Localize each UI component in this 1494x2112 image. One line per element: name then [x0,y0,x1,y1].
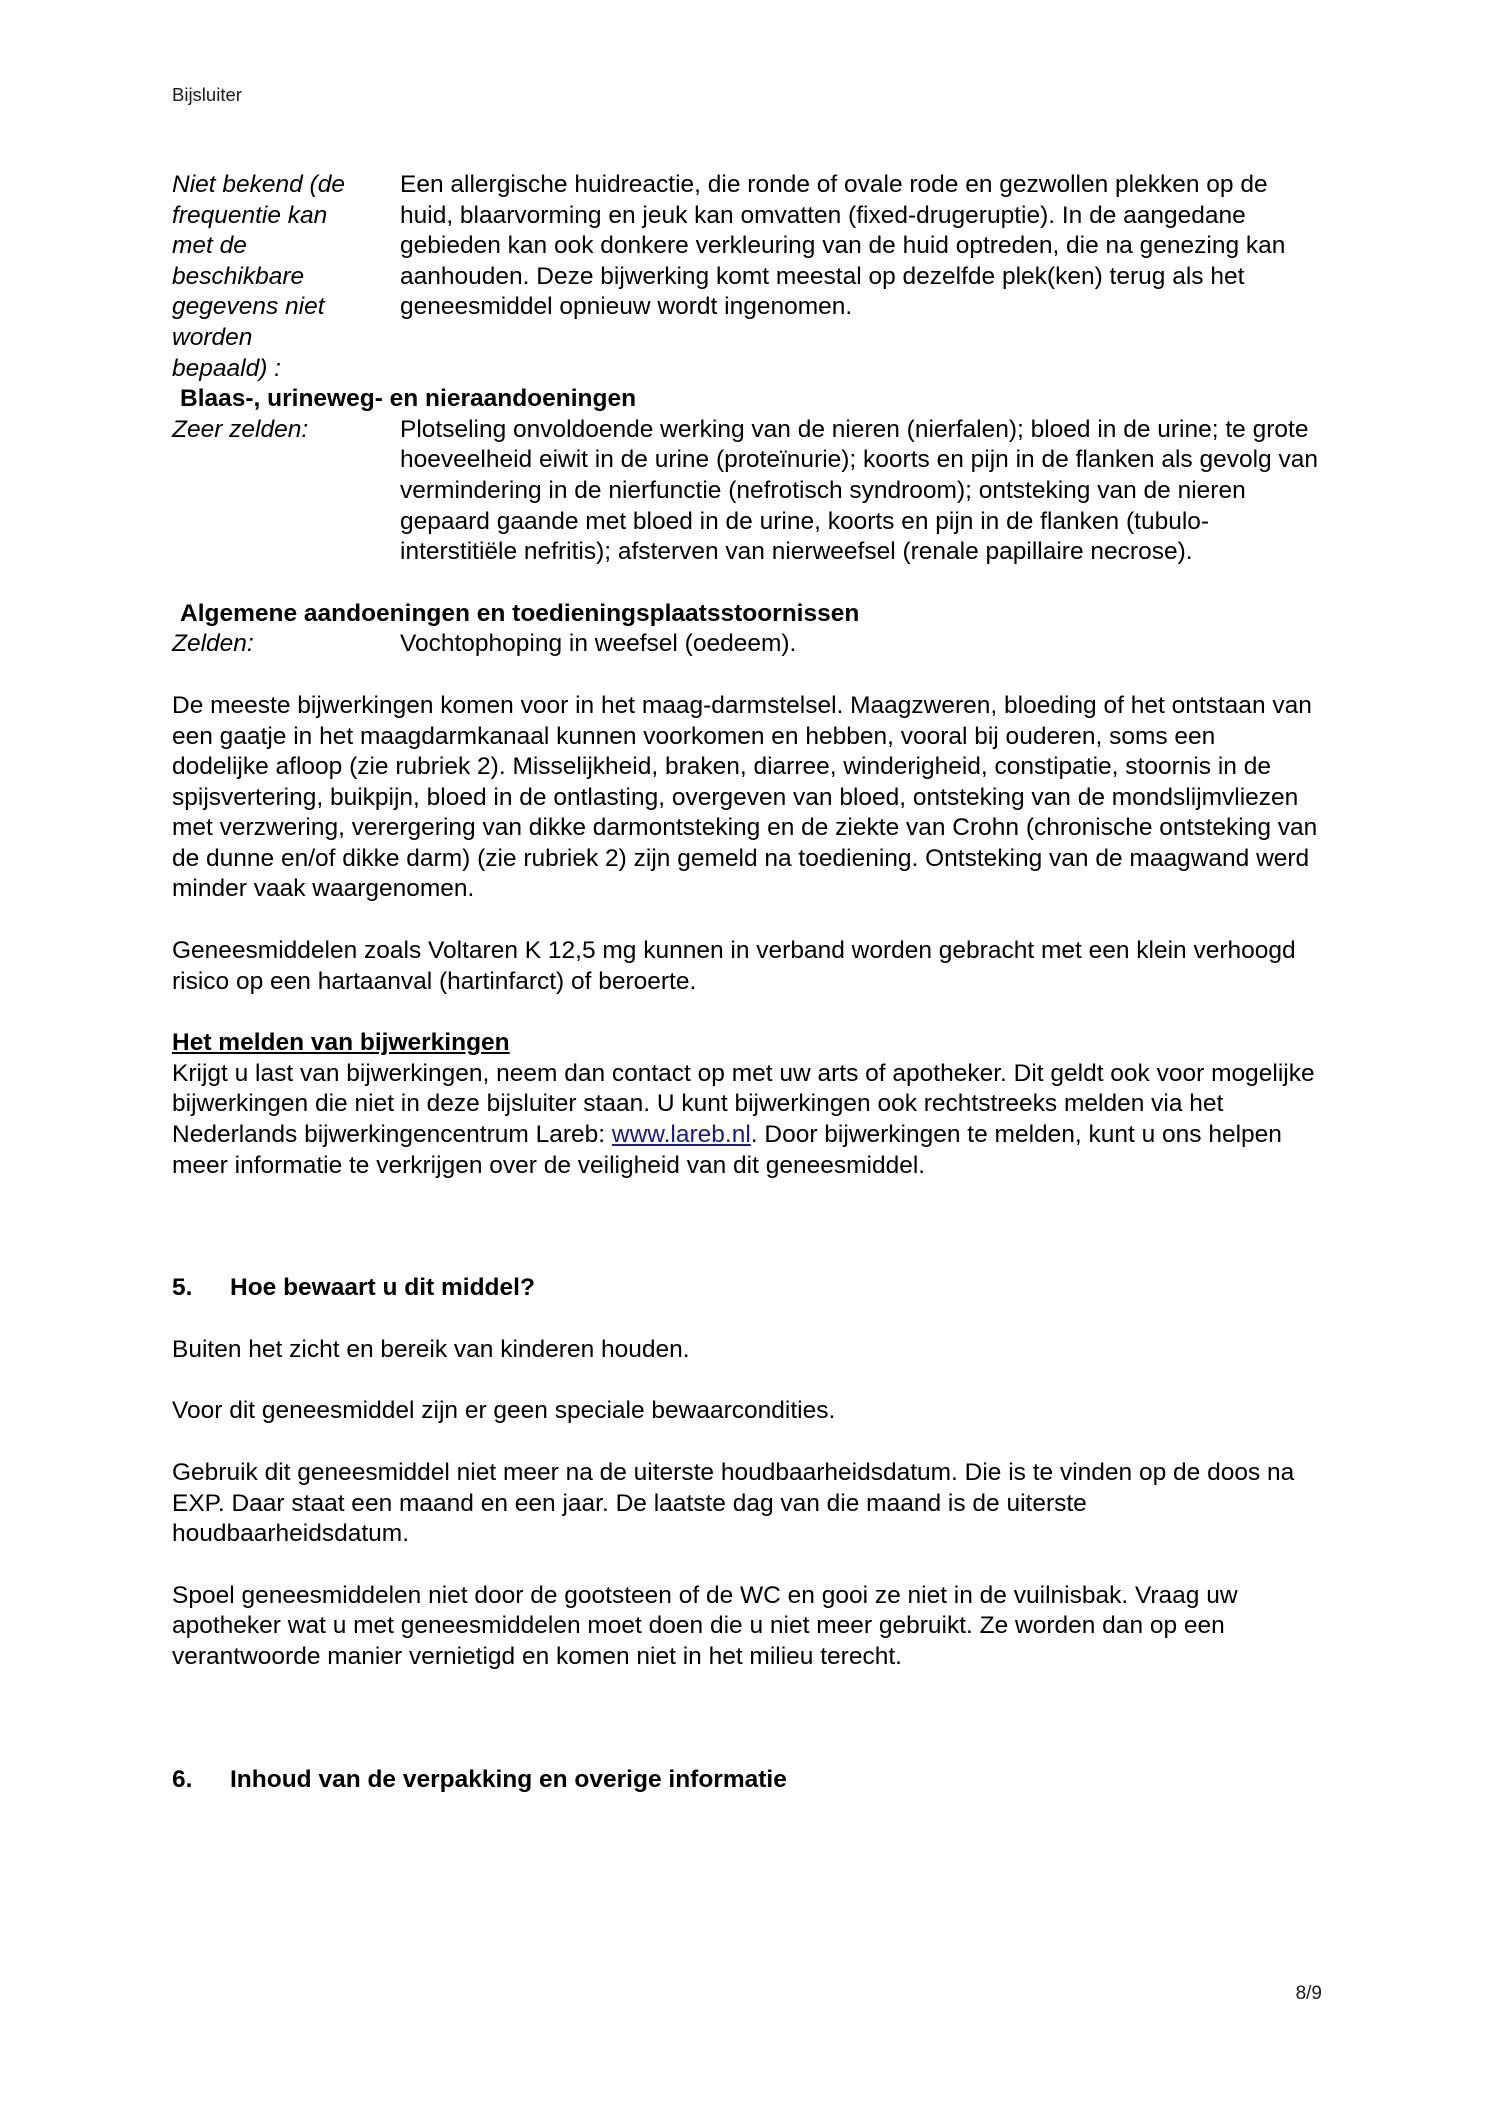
section-heading-5 [172,1273,1318,1304]
paragraph-bewaren-kinderen: Buiten het zicht en bereik van kinderen houden. [172,1335,690,1363]
paragraph-melden [172,1059,1318,1181]
page-number: 8/9 [1295,1983,1322,2004]
section-heading-6 [172,1765,1318,1796]
label-line: worden [172,323,253,351]
adverse-effect-text: Een allergische huidreactie, die ronde of ovale rode en gezwollen plekken op de huid, blaarvorming en jeuk kan omvatten (fixed-drugeruptie). In de aangedane gebieden kan ook donkere verkleuring van de huid optreden, die na genezing kan aanhouden. Deze bijwerking komt meestal op dezelfde plek(ken) terug als het geneesmiddel opnieuw wordt ingenomen. [400,171,1286,321]
label-line: frequentie kan [172,201,328,229]
label-line: met de [172,232,247,260]
paragraph-bewaarcondities: Voor dit geneesmiddel zijn er geen speciale bewaarcondities. [172,1397,836,1425]
frequency-label-zelden: Zelden: [172,630,254,658]
paragraph-voltaren-risico: Geneesmiddelen zoals Voltaren K 12,5 mg kunnen in verband worden gebracht met een klein verhoogd risico op een hartaanval (hartinfarct) of beroerte. [172,937,1296,995]
melden-text-part-1: Krijgt u last van bijwerkingen, neem dan contact op met uw arts of apotheker. Dit geldt ook voor mogelijke bijwerkingen die niet in deze bijsluiter staan. U kunt bijwerkingen ook rechtstreeks melden via het Nederlands bijwerkingencentrum Lareb: [172,1059,1315,1149]
heading-melden-wrapper [172,1028,1318,1059]
adverse-effect-text: Vochtophoping in weefsel (oedeem). [400,630,797,658]
heading-blaas-urineweg: Blaas-, urineweg- en nieraandoeningen [180,385,637,413]
paragraph-houdbaarheidsdatum: Gebruik dit geneesmiddel niet meer na de uiterste houdbaarheidsdatum. Die is te vinden op de doos na EXP. Daar staat een maand en een jaar. De laatste dag van die maand is de uiterste houdbaarheidsdatum. [172,1459,1295,1548]
label-line: gegevens niet [172,293,325,321]
label-line: bepaald) : [172,354,281,382]
section-title: Hoe bewaart u dit middel? [230,1274,535,1302]
adverse-effect-row-zeer-zelden [172,415,1318,568]
heading-het-melden-van-bijwerkingen: Het melden van bijwerkingen [172,1029,510,1057]
adverse-effect-text: Plotseling onvoldoende werking van de nieren (nierfalen); bloed in de urine; te grote hoeveelheid eiwit in de urine (proteïnurie); koorts en pijn in de flanken als gevolg van vermindering in de nierfunctie (nefrotisch syndroom); ontsteking van de nieren gepaard gaande met bloed in de urine, koorts en pijn in de flanken (tubulo-interstitiële nefritis); afsterven van nierweefsel (renale papillaire necrose). [400,415,1318,566]
paragraph-maagdarmstelsel: De meeste bijwerkingen komen voor in het maag-darmstelsel. Maagzweren, bloeding of het ontstaan van een gaatje in het maagdarmkanaal kunnen voorkomen en hebben, vooral bij ouderen, soms een dodelijke afloop (zie rubriek 2). Misselijkheid, braken, diarree, winderigheid, constipatie, stoornis in de spijsvertering, buikpijn, bloed in de ontlasting, overgeven van bloed, ontsteking van de mondslijmvliezen met verzwering, verergering van dikke darmontsteking en de ziekte van Crohn (chronische ontsteking van de dunne en/of dikke darm) (zie rubriek 2) zijn gemeld na toediening. Ontsteking van de maagwand werd minder vaak waargenomen. [172,691,1318,903]
paragraph-afvalverwerking: Spoel geneesmiddelen niet door de gootsteen of de WC en gooi ze niet in de vuilnisbak. Vraag uw apotheker wat u met geneesmiddelen moet doen die u niet meer gebruikt. Ze worden dan op een verantwoorde manier vernietigd en komen niet in het milieu terecht. [172,1581,1238,1670]
document-body [172,170,1318,1795]
melden-text-part-2: . Door bijwerkingen te melden, kunt u ons helpen meer informatie te verkrijgen over de veiligheid van dit geneesmiddel. [172,1121,1282,1179]
section-title: Inhoud van de verpakking en overige informatie [230,1765,787,1793]
page-header: Bijsluiter [172,84,242,105]
label-line: beschikbare [172,262,305,290]
adverse-effect-row-zelden [172,629,1318,660]
frequency-label-zeer-zelden: Zeer zelden: [172,415,309,443]
frequency-label-niet-bekend [172,170,400,384]
section-number: 6. [172,1765,193,1793]
adverse-effect-row-niet-bekend [172,170,1318,384]
section-number: 5. [172,1274,193,1302]
lareb-link[interactable]: www.lareb.nl [611,1121,751,1149]
label-line: Niet bekend (de [172,171,345,198]
heading-algemene-aandoeningen: Algemene aandoeningen en toedieningsplaatsstoornissen [180,599,860,627]
